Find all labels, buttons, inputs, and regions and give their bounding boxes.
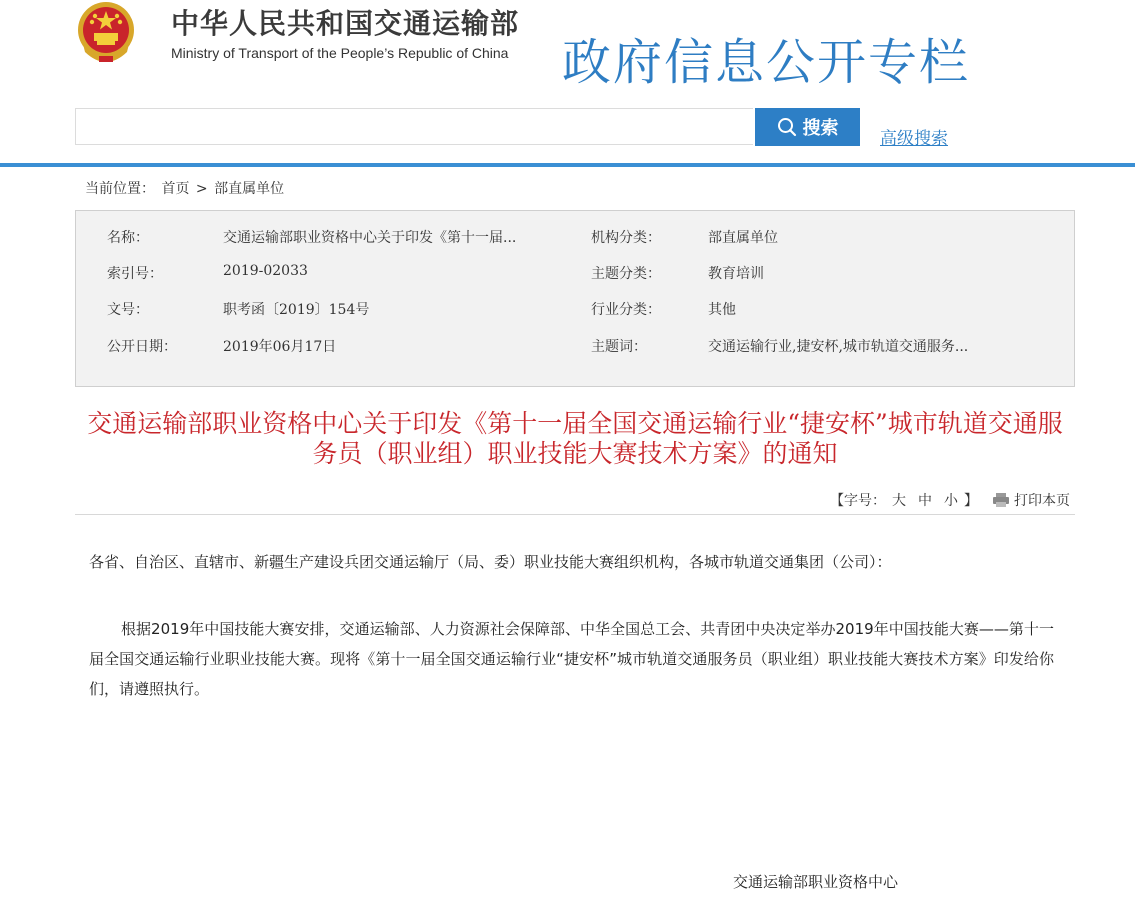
info-industry-label: 行业分类：	[591, 302, 661, 318]
breadcrumb-separator: >	[195, 181, 208, 197]
font-size-prefix: 【字号：	[830, 493, 886, 509]
info-date-value: 2019年06月17日	[223, 339, 337, 355]
breadcrumb-current[interactable]: 部直属单位	[214, 181, 285, 197]
document-title: 交通运输部职业资格中心关于印发《第十一届全国交通运输行业“捷安杯”城市轨道交通服务员（职业组）职业技能大赛技术方案》的通知	[87, 409, 1063, 468]
national-emblem-icon	[75, 0, 137, 66]
signature: 交通运输部职业资格中心	[733, 873, 899, 891]
info-org-value: 部直属单位	[708, 230, 778, 246]
info-index-label: 索引号：	[107, 266, 163, 282]
info-keywords-value: 交通运输行业,捷安杯,城市轨道交通服务...	[708, 339, 969, 355]
header-divider	[0, 163, 1135, 167]
breadcrumb-prefix: 当前位置：	[85, 181, 155, 197]
info-keywords-label: 主题词：	[591, 339, 647, 355]
info-name-value: 交通运输部职业资格中心关于印发《第十一届...	[223, 230, 517, 246]
print-button[interactable]	[992, 490, 1070, 510]
search-button[interactable]	[755, 108, 860, 146]
info-name-label: 名称：	[107, 230, 149, 246]
info-topic-value: 教育培训	[708, 266, 764, 282]
info-index-value: 2019-02033	[223, 263, 308, 279]
printer-icon	[992, 492, 1010, 508]
column-title: 政府信息公开专栏	[562, 34, 971, 91]
info-topic-label: 主题分类：	[591, 266, 661, 282]
info-date-label: 公开日期：	[107, 339, 177, 355]
ministry-name-en: Ministry of Transport of the People’s Republic of China	[171, 45, 509, 61]
breadcrumb	[85, 178, 286, 198]
title-divider	[75, 514, 1075, 515]
font-size-medium[interactable]: 中	[918, 493, 932, 509]
font-size-suffix: 】	[964, 493, 978, 509]
info-docno-label: 文号：	[107, 302, 149, 318]
info-org-label: 机构分类：	[591, 230, 661, 246]
info-industry-value: 其他	[708, 302, 736, 318]
advanced-search-link[interactable]: 高级搜索	[880, 129, 948, 149]
search-button-label: 搜索	[802, 118, 839, 138]
body-paragraph: 根据2019年中国技能大赛安排，交通运输部、人力资源社会保障部、中华全国总工会、共青团中央决定举办2019年中国技能大赛——第十一届全国交通运输行业职业技能大赛。现将《第十一届全国交通运输行业“捷安杯”城市轨道交通服务员（职业组）职业技能大赛技术方案》印发给你们，请遵照执行。	[89, 620, 1054, 698]
salutation: 各省、自治区、直辖市、新疆生产建设兵团交通运输厅（局、委）职业技能大赛组织机构，各城市轨道交通集团（公司）：	[89, 553, 892, 571]
search-input[interactable]	[75, 108, 753, 145]
font-size-small[interactable]: 小	[944, 493, 958, 509]
search-icon	[777, 117, 797, 137]
info-docno-value: 职考函〔2019〕154号	[223, 302, 370, 318]
breadcrumb-home-link[interactable]: 首页	[161, 181, 190, 197]
document-info-panel	[75, 210, 1075, 387]
ministry-name-cn: 中华人民共和国交通运输部	[171, 7, 520, 40]
print-label: 打印本页	[1014, 493, 1070, 509]
font-size-toolbar	[830, 490, 1070, 510]
font-size-large[interactable]: 大	[892, 493, 906, 509]
